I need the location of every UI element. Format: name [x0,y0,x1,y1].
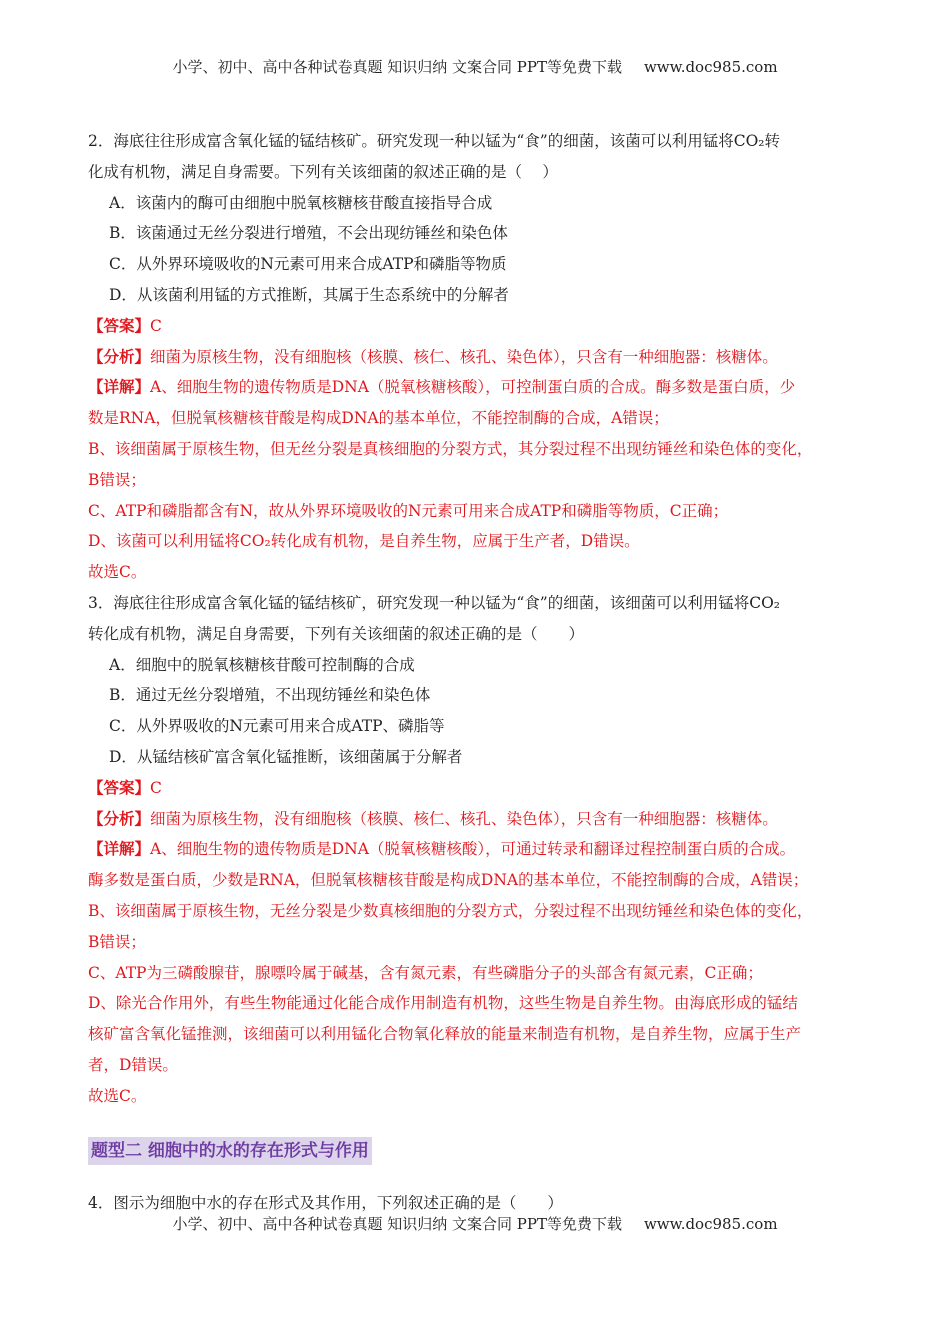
page-footer [0,1213,950,1234]
q2-detail-tag: 【详解】 [88,377,151,397]
q3-detail-tag: 【详解】 [88,839,151,859]
q2-stem-line-2: 化成有机物，满足自身需要。下列有关该细菌的叙述正确的是（ ） [88,162,558,181]
q2-answer [88,311,863,342]
q3-detail-line-4: B错误； [88,932,146,951]
q3-detail-line-1 [88,834,863,865]
q3-detail-line-5: C、ATP为三磷酸腺苷，腺嘌呤属于碱基，含有氮元素，有些磷脂分子的头部含有氮元素，C正确； [88,963,763,982]
q2-stem-line-1: 2．海底往往形成富含氧化锰的锰结核矿。研究发现一种以锰为“食”的细菌，该菌可以利用锰将CO₂转 [88,132,780,150]
q2-detail-line-1 [88,372,863,403]
q3-detail-line-6: D、除光合作用外，有些生物能通过化能合成作用制造有机物，这些生物是自养生物。由海底形成的锰结 [88,994,798,1013]
q4-stem-line-1: 4．图示为细胞中水的存在形式及其作用，下列叙述正确的是（ ） [88,1193,563,1212]
q3-option-d: D．从锰结核矿富含氧化锰推断，该细菌属于分解者 [109,747,463,766]
q3-answer [88,773,863,804]
q3-conclusion: 故选C。 [88,1086,147,1105]
q2-detail-line-6: D、该菌可以利用锰将CO₂转化成有机物，是自养生物，应属于生产者，D错误。 [88,532,640,551]
q3-detail-line-8: 者，D错误。 [88,1055,178,1074]
q3-detail-text-1: A、细胞生物的遗传物质是DNA（脱氧核糖核酸），可通过转录和翻译过程控制蛋白质的合成。 [150,840,796,859]
q3-analysis [88,804,863,835]
q2-answer-value: C [150,316,162,335]
q3-detail-line-2: 酶多数是蛋白质，少数是RNA，但脱氧核糖核苷酸是构成DNA的基本单位，不能控制酶的合成，A错误； [88,871,809,890]
q2-option-d: D．从该菌利用锰的方式推断，其属于生态系统中的分解者 [109,285,509,304]
q3-stem-line-1: 3．海底往往形成富含氧化锰的锰结核矿，研究发现一种以锰为“食”的细菌，该细菌可以利用锰将CO₂ [88,593,780,612]
q3-option-a: A．细胞中的脱氧核糖核苷酸可控制酶的合成 [109,655,415,674]
q2-option-c: C．从外界环境吸收的N元素可用来合成ATP和磷脂等物质 [109,255,507,274]
q2-detail-line-4: B错误； [88,470,146,489]
question-3 [88,588,863,1112]
q3-analysis-text: 细菌为原核生物，没有细胞核（核膜、核仁、核孔、染色体），只含有一种细胞器：核糖体。 [150,809,778,828]
q3-answer-value: C [150,778,162,797]
header-site: www.doc985.com [643,58,778,76]
q3-option-c: C．从外界吸收的N元素可用来合成ATP、磷脂等 [109,717,445,736]
question-2 [88,126,863,588]
section-heading: 题型二 细胞中的水的存在形式与作用 [88,1137,372,1165]
footer-site: www.doc985.com [643,1215,778,1233]
q2-option-b: B．该菌通过无丝分裂进行增殖，不会出现纺锤丝和染色体 [109,224,508,243]
q2-analysis-text: 细菌为原核生物，没有细胞核（核膜、核仁、核孔、染色体），只含有一种细胞器：核糖体。 [150,347,778,366]
q2-detail-line-3: B、该细菌属于原核生物，但无丝分裂是真核细胞的分裂方式，其分裂过程不出现纺锤丝和染色体的变化， [88,439,813,458]
q3-answer-tag: 【答案】 [88,777,151,797]
page-header [0,56,950,77]
q2-conclusion: 故选C。 [88,563,147,582]
section-heading-row [88,1126,863,1176]
q2-detail-text-1: A、细胞生物的遗传物质是DNA（脱氧核糖核酸），可控制蛋白质的合成。酶多数是蛋白质，少 [150,378,796,397]
q2-analysis [88,342,863,373]
footer-text: 小学、初中、高中各种试卷真题 知识归纳 文案合同 PPT等免费下载 [172,1215,622,1233]
q2-detail-line-2: 数是RNA，但脱氧核糖核苷酸是构成DNA的基本单位，不能控制酶的合成，A错误； [88,409,669,428]
document-body [88,126,863,1218]
q2-analysis-tag: 【分析】 [88,346,151,366]
q2-detail-line-5: C、ATP和磷脂都含有N，故从外界环境吸收的N元素可用来合成ATP和磷脂等物质，C正确； [88,501,729,520]
q3-option-b: B．通过无丝分裂增殖，不出现纺锤丝和染色体 [109,686,431,705]
q3-detail-line-7: 核矿富含氧化锰推测，该细菌可以利用锰化合物氧化释放的能量来制造有机物，是自养生物，应属于生产 [88,1025,802,1044]
header-text: 小学、初中、高中各种试卷真题 知识归纳 文案合同 PPT等免费下载 [172,58,622,76]
q3-stem-line-2: 转化成有机物，满足自身需要，下列有关该细菌的叙述正确的是（ ） [88,624,585,643]
q2-option-a: A．该菌内的酶可由细胞中脱氧核糖核苷酸直接指导合成 [109,193,493,212]
q3-analysis-tag: 【分析】 [88,808,151,828]
q3-detail-line-3: B、该细菌属于原核生物，无丝分裂是少数真核细胞的分裂方式，分裂过程不出现纺锤丝和染色体的变化， [88,901,813,920]
q2-answer-tag: 【答案】 [88,315,151,335]
